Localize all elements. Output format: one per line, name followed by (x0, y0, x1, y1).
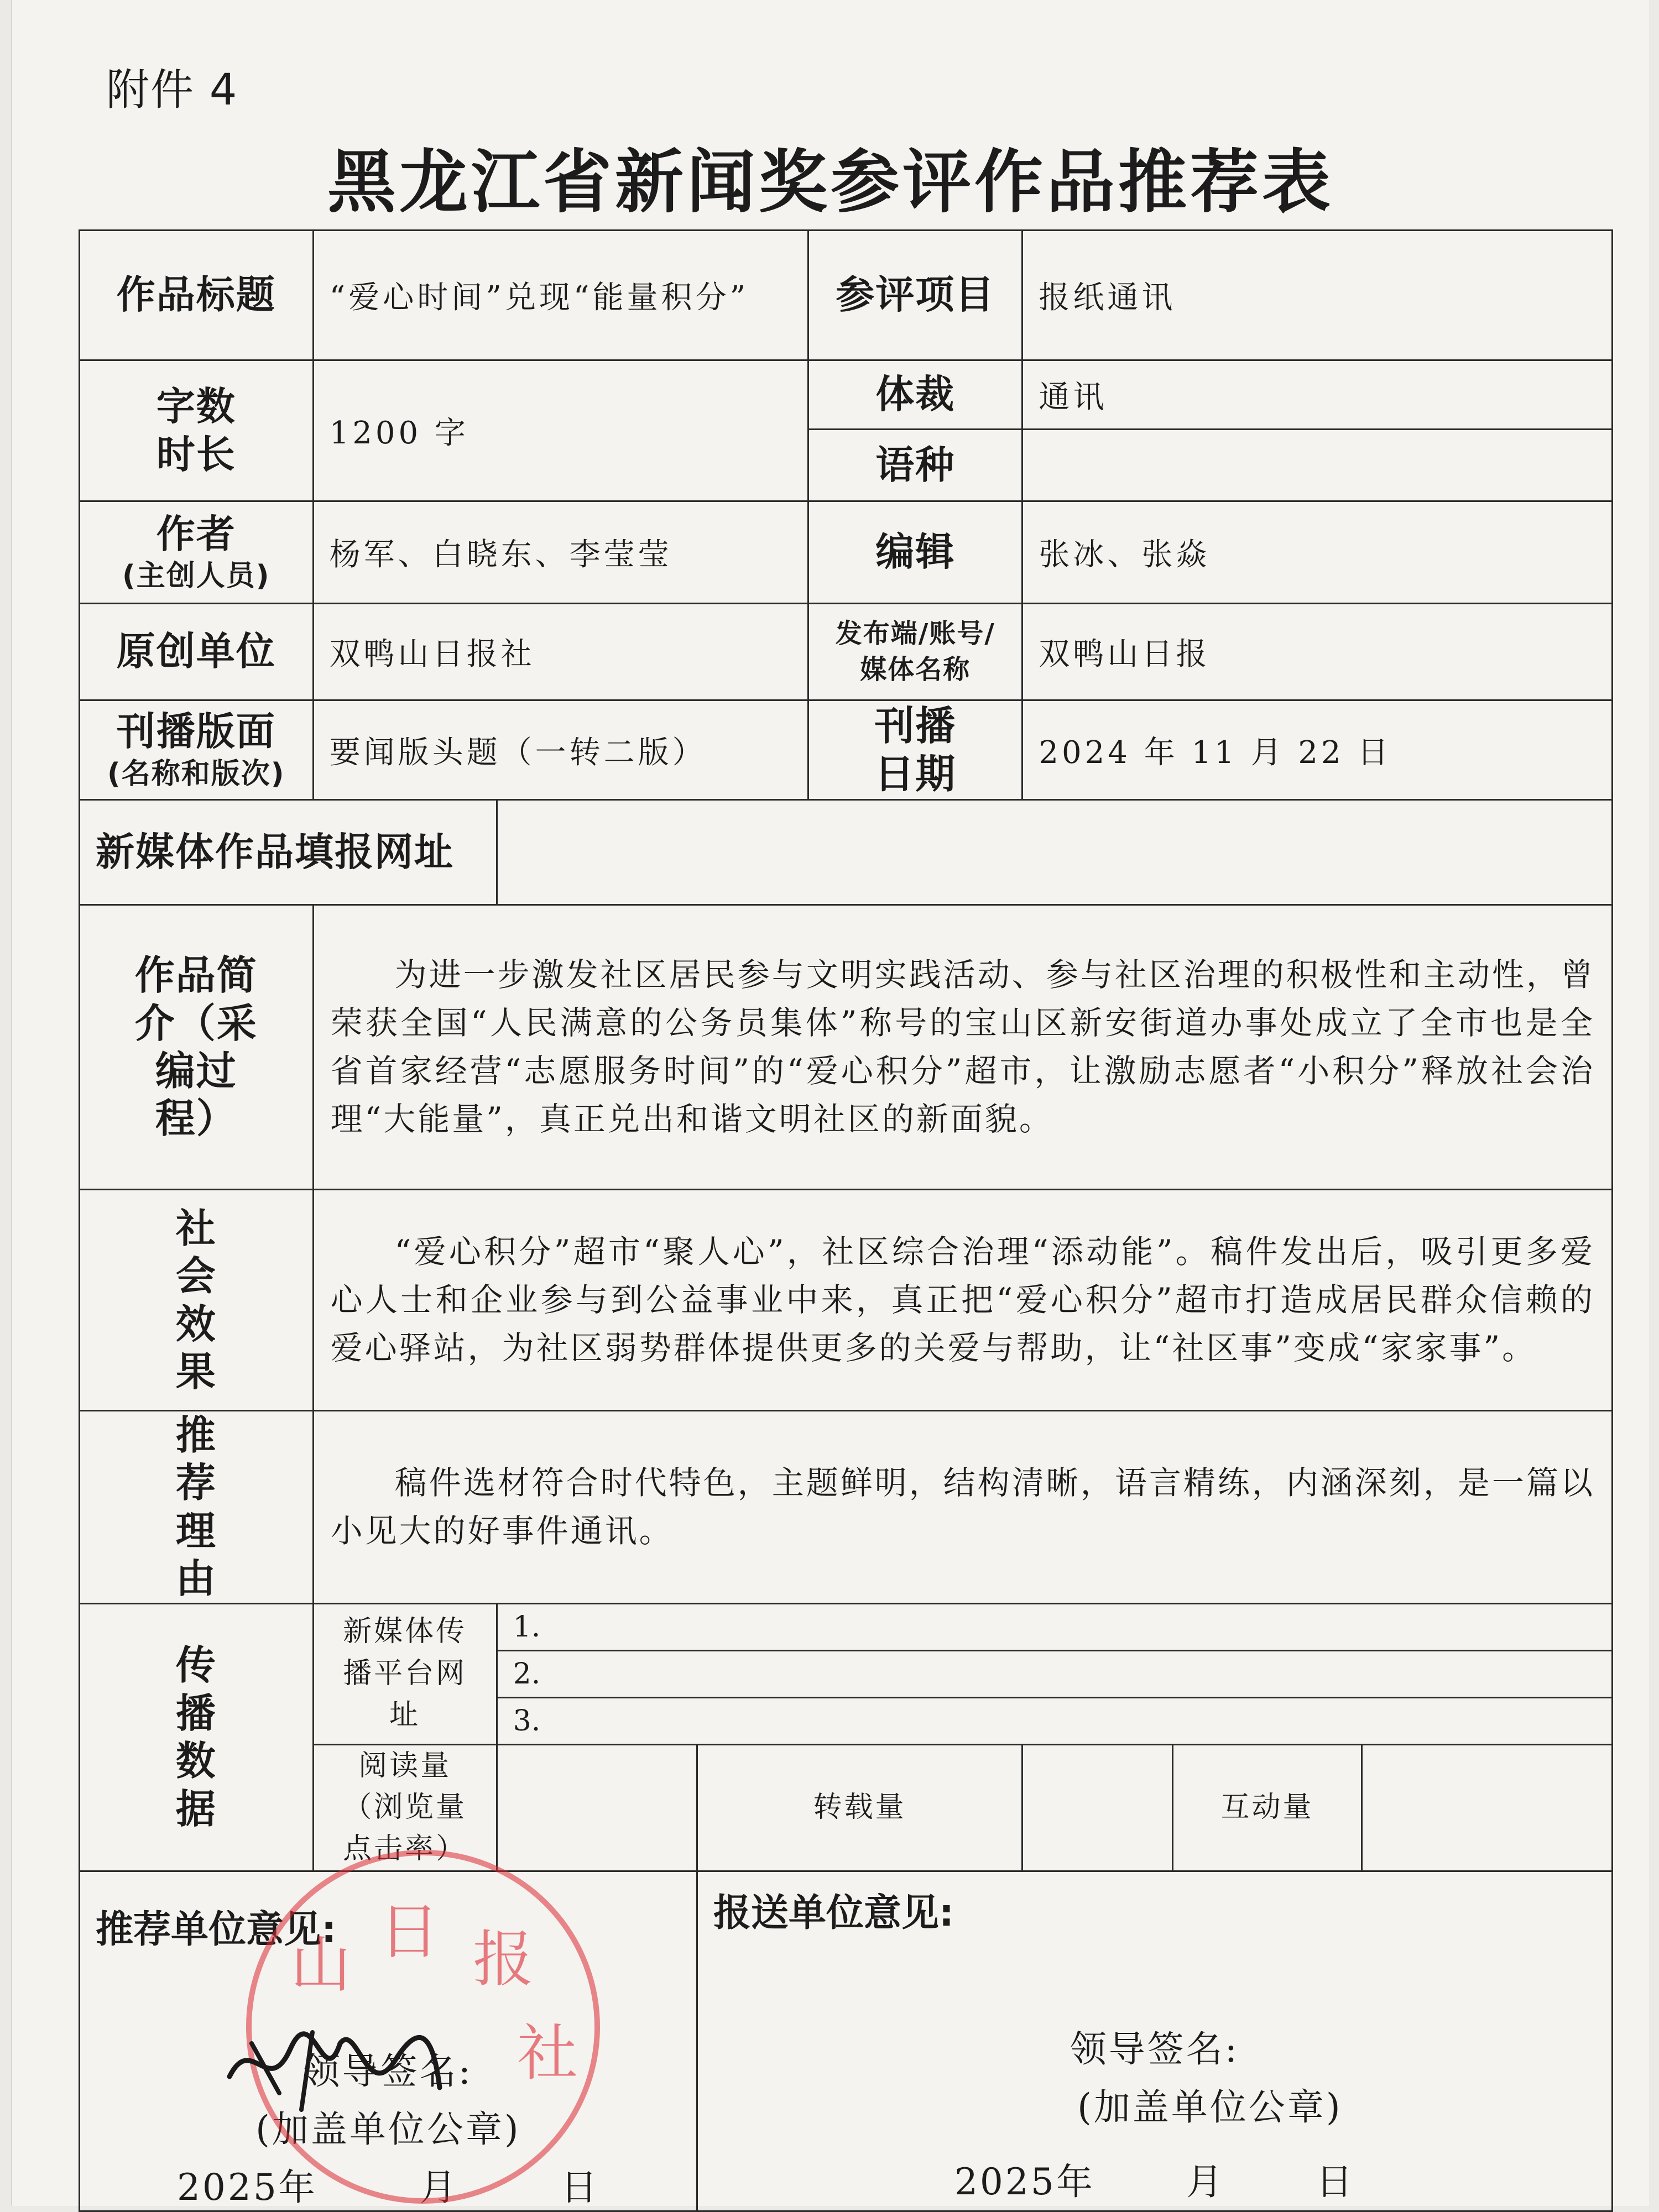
label-reason: 推荐理由 (80, 1411, 314, 1604)
value-url-3: 3. (497, 1697, 1612, 1744)
label-sub-seal-note: (加盖单位公章) (1077, 2085, 1343, 2129)
row-effect (80, 1190, 1613, 1411)
label-effect: 社会效果 (80, 1190, 314, 1411)
leader-signature (218, 2010, 451, 2121)
value-page: 要闻版头题（一转二版） (313, 700, 808, 800)
recommendation-form (79, 229, 1613, 2212)
rec-date-year: 2025年 (176, 2166, 317, 2209)
label-platform: 发布端/账号/媒体名称 (808, 604, 1022, 700)
label-author-main: 作者 (156, 511, 236, 557)
label-rec-opinion: 推荐单位意见: (96, 1907, 337, 1952)
row-opinions (80, 1871, 1613, 2211)
row-wordcount-genre (80, 360, 1613, 430)
value-reposts (1022, 1744, 1173, 1871)
label-category: 参评项目 (808, 231, 1022, 360)
label-rec-leader: 领导签名: (303, 2049, 473, 2093)
value-language (1022, 430, 1613, 501)
row-title (80, 231, 1613, 360)
official-seal: 日 报 社 山 (246, 1850, 600, 2204)
row-data-url-1 (80, 1603, 1613, 1650)
value-author: 杨军、白晓东、李莹莹 (313, 501, 808, 604)
row-author (80, 501, 1613, 604)
value-platform: 双鸭山日报 (1022, 604, 1613, 700)
label-intro: 作品简介（采编过程） (80, 905, 314, 1190)
form-title: 黑龙江省新闻奖参评作品推荐表 (327, 143, 1334, 222)
value-newmedia-url (497, 800, 1612, 905)
label-reads: 阅读量（浏览量点击率） (313, 1744, 497, 1871)
value-reads (497, 1744, 697, 1871)
sub-date-month: 月 (1186, 2160, 1225, 2203)
value-interactions (1362, 1744, 1613, 1871)
row-unit (80, 604, 1613, 700)
submit-opinion-cell (697, 1871, 1612, 2211)
row-newmedia-url (80, 800, 1613, 905)
value-intro: 为进一步激发社区居民参与文明实践活动、参与社区治理的积极性和主动性，曾荣获全国“人民满意的公务员集体”称号的宝山区新安街道办事处成立了全市也是全省首家经营“志愿服务时间”的“爱心积分”超市，让激励志愿者“小积分”释放社会治理“大能量”，真正兑出和谐文明社区的新面貌。 (313, 905, 1612, 1190)
document-sheet (11, 0, 1649, 2209)
label-page (80, 700, 314, 800)
label-genre: 体裁 (808, 360, 1022, 430)
value-unit: 双鸭山日报社 (313, 604, 808, 700)
label-sub-opinion: 报送单位意见: (713, 1891, 954, 1935)
value-date: 2024 年 11 月 22 日 (1022, 700, 1613, 800)
sub-date-day: 日 (1316, 2160, 1355, 2203)
row-intro (80, 905, 1613, 1190)
label-wordcount (80, 360, 314, 501)
value-genre: 通讯 (1022, 360, 1613, 430)
label-editor: 编辑 (808, 501, 1022, 604)
value-work-title: “爱心时间”兑现“能量积分” (313, 231, 808, 360)
value-wordcount: 1200 字 (313, 360, 808, 501)
label-wordcount-1: 字数 (156, 383, 236, 429)
label-rec-seal-note: (加盖单位公章) (255, 2108, 521, 2151)
sub-date-year: 2025年 (954, 2160, 1095, 2203)
label-sub-leader: 领导签名: (1070, 2027, 1240, 2070)
label-date-2: 日期 (874, 750, 957, 797)
value-editor: 张冰、张焱 (1022, 501, 1613, 604)
label-interactions: 互动量 (1173, 1744, 1362, 1871)
value-url-2: 2. (497, 1650, 1612, 1697)
label-date-1: 刊播 (874, 703, 957, 750)
value-category: 报纸通讯 (1022, 231, 1613, 360)
label-page-sub: (名称和版次) (107, 757, 285, 791)
label-data: 传播数据 (80, 1603, 314, 1871)
value-url-1: 1. (497, 1603, 1612, 1650)
label-page-main: 刊播版面 (116, 709, 276, 755)
recommend-opinion-cell (80, 1871, 697, 2211)
row-reason (80, 1411, 1613, 1604)
rec-date-month: 月 (419, 2166, 458, 2209)
label-unit: 原创单位 (80, 604, 314, 700)
label-newmedia-url: 新媒体作品填报网址 (80, 800, 497, 905)
sub-date (713, 2152, 1596, 2205)
rec-date-day: 日 (560, 2166, 599, 2209)
label-wordcount-2: 时长 (156, 432, 236, 477)
attachment-label: 附件 4 (106, 65, 238, 115)
label-work-title: 作品标题 (80, 231, 314, 360)
label-date (808, 700, 1022, 800)
label-author-sub: (主创人员) (122, 559, 270, 593)
value-reason: 稿件选材符合时代特色，主题鲜明，结构清晰，语言精练，内涵深刻，是一篇以小见大的好事件通讯。 (313, 1411, 1612, 1604)
label-platform-url: 新媒体传播平台网址 (313, 1603, 497, 1744)
row-page (80, 700, 1613, 800)
label-language: 语种 (808, 430, 1022, 501)
label-author (80, 501, 314, 604)
value-effect: “爱心积分”超市“聚人心”，社区综合治理“添动能”。稿件发出后，吸引更多爱心人士和企业参与到公益事业中来，真正把“爱心积分”超市打造成居民群众信赖的爱心驿站，为社区弱势群体提供更多的关爱与帮助，让“社区事”变成“家家事”。 (313, 1190, 1612, 1411)
label-reposts: 转载量 (697, 1744, 1022, 1871)
